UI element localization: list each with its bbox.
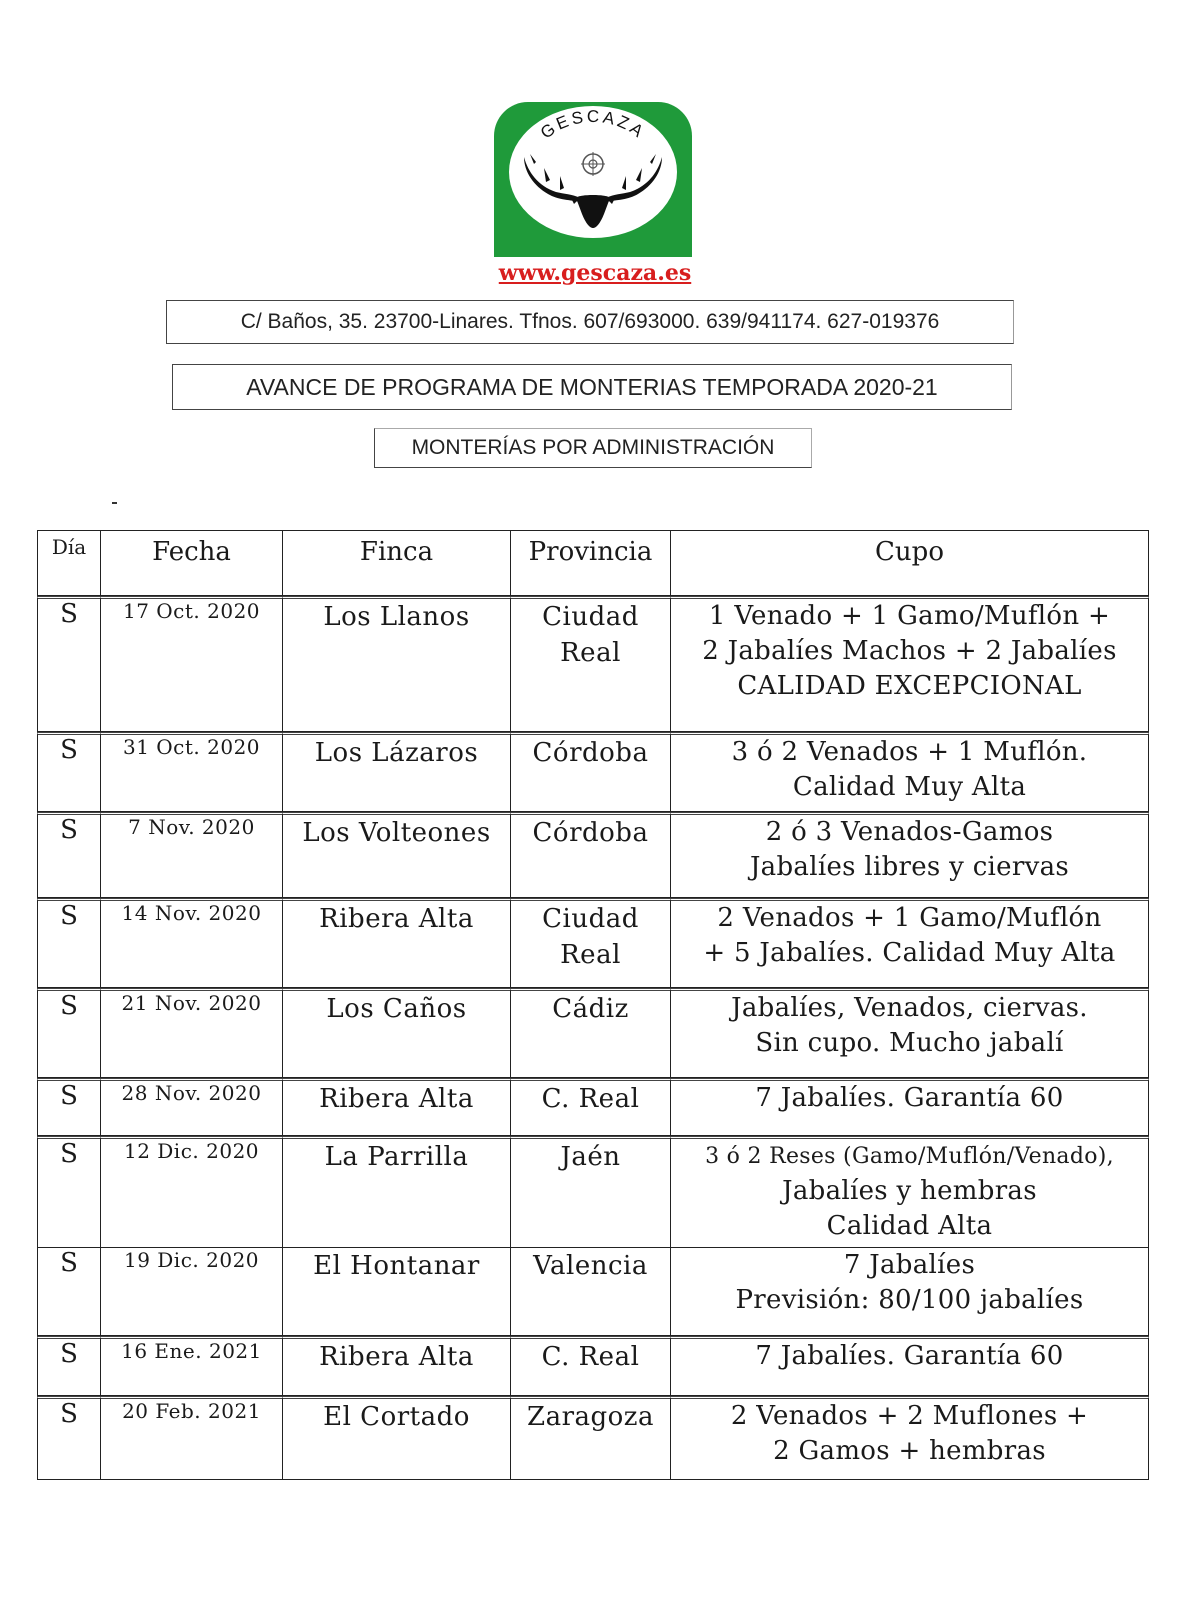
cell-provincia [511,1248,671,1336]
cell-finca: El Cortado [283,1396,511,1480]
cell-fecha: 7 Nov. 2020 [101,812,283,898]
table-row [37,898,1149,988]
cell-cupo [671,1336,1149,1396]
table-row [37,596,1149,732]
table-row [37,812,1149,898]
cell-provincia [511,898,671,988]
cell-cupo [671,1396,1149,1480]
column-header-finca: Finca [283,530,511,596]
stray-mark [112,502,117,504]
cell-provincia [511,1396,671,1480]
cupo-line: Previsión: 80/100 jabalíes [735,1285,1084,1315]
cell-finca: El Hontanar [283,1248,511,1336]
cell-provincia [511,988,671,1078]
cell-finca: Los Volteones [283,812,511,898]
cupo-line: Jabalíes y hembras [782,1176,1037,1206]
cupo-line: 2 Jabalíes Machos + 2 Jabalíes [702,636,1117,666]
cell-provincia [511,812,671,898]
cell-fecha: 16 Ene. 2021 [101,1336,283,1396]
cell-dia: S [37,1136,101,1248]
cupo-line: + 5 Jabalíes. Calidad Muy Alta [703,938,1116,968]
cupo-line: Jabalíes, Venados, ciervas. [731,993,1088,1023]
cell-provincia [511,1078,671,1136]
table-row [37,1336,1149,1396]
cell-cupo [671,898,1149,988]
cell-finca: Los Caños [283,988,511,1078]
cell-cupo [671,1078,1149,1136]
cell-finca: Ribera Alta [283,898,511,988]
cupo-line: Calidad Muy Alta [792,772,1027,802]
cell-cupo [671,1136,1149,1248]
cell-dia: S [37,1336,101,1396]
cupo-line: 2 Venados + 1 Gamo/Muflón [717,903,1102,933]
cell-fecha: 19 Dic. 2020 [101,1248,283,1336]
cell-provincia [511,596,671,732]
cell-fecha: 17 Oct. 2020 [101,596,283,732]
cell-dia: S [37,1396,101,1480]
cell-provincia [511,1336,671,1396]
cupo-line: Sin cupo. Mucho jabalí [755,1028,1064,1058]
cell-provincia [511,1136,671,1248]
cupo-line: 7 Jabalíes [843,1250,976,1280]
column-header-fecha: Fecha [101,530,283,596]
website-link[interactable]: www.gescaza.es [498,260,692,286]
cell-fecha: 14 Nov. 2020 [101,898,283,988]
cell-dia: S [37,596,101,732]
cell-cupo [671,812,1149,898]
provincia-line: Zaragoza [527,1402,654,1432]
table-header-row [37,530,1149,596]
cell-dia: S [37,898,101,988]
cupo-line: 2 Venados + 2 Muflones + [730,1401,1089,1431]
cell-cupo [671,1248,1149,1336]
cupo-line: 2 ó 3 Venados-Gamos [765,817,1054,847]
cupo-line: CALIDAD EXCEPCIONAL [737,671,1082,701]
cell-dia: S [37,812,101,898]
provincia-line: Ciudad [542,904,639,934]
column-header-cupo: Cupo [671,530,1149,596]
table-row [37,732,1149,812]
provincia-line: Córdoba [532,738,649,768]
cell-cupo [671,596,1149,732]
cell-fecha: 28 Nov. 2020 [101,1078,283,1136]
cell-provincia [511,732,671,812]
provincia-line: Ciudad [542,602,639,632]
section-subtitle: MONTERÍAS POR ADMINISTRACIÓN [374,428,812,468]
cell-dia: S [37,988,101,1078]
address-line: C/ Baños, 35. 23700-Linares. Tfnos. 607/693000. 639/941174. 627-019376 [166,300,1014,344]
provincia-line: Real [560,638,621,668]
provincia-line: C. Real [541,1342,640,1372]
cell-fecha: 12 Dic. 2020 [101,1136,283,1248]
cupo-line: 3 ó 2 Venados + 1 Muflón. [731,737,1088,767]
provincia-line: C. Real [541,1084,640,1114]
cell-finca: La Parrilla [283,1136,511,1248]
cupo-line: 7 Jabalíes. Garantía 60 [755,1341,1064,1371]
provincia-line: Cádiz [552,994,629,1024]
provincia-line: Córdoba [532,818,649,848]
schedule-table [37,530,1149,1480]
provincia-line: Valencia [533,1251,648,1281]
column-header-provincia: Provincia [511,530,671,596]
table-row [37,1136,1149,1248]
cupo-line: 7 Jabalíes. Garantía 60 [755,1083,1064,1113]
column-header-dia: Día [37,530,101,596]
cell-finca: Los Lázaros [283,732,511,812]
table-row [37,1078,1149,1136]
table-row [37,1248,1149,1336]
provincia-line: Real [560,940,621,970]
provincia-line: Jaén [560,1142,621,1172]
cell-dia: S [37,1078,101,1136]
cupo-line: 1 Venado + 1 Gamo/Muflón + [708,601,1111,631]
cell-finca: Ribera Alta [283,1078,511,1136]
cell-finca: Ribera Alta [283,1336,511,1396]
table-row [37,988,1149,1078]
cell-fecha: 31 Oct. 2020 [101,732,283,812]
cell-finca: Los Llanos [283,596,511,732]
gescaza-logo [494,102,692,257]
cupo-line: 2 Gamos + hembras [773,1436,1046,1466]
cell-fecha: 20 Feb. 2021 [101,1396,283,1480]
cupo-line: Calidad Alta [826,1211,993,1241]
table-row [37,1396,1149,1480]
cupo-line: Jabalíes libres y ciervas [749,852,1070,882]
logo-text: GESCAZA [537,106,650,143]
cell-dia: S [37,732,101,812]
cell-fecha: 21 Nov. 2020 [101,988,283,1078]
cell-dia: S [37,1248,101,1336]
cupo-line: 3 ó 2 Reses (Gamo/Muflón/Venado), [705,1144,1114,1169]
cell-cupo [671,988,1149,1078]
program-title: AVANCE DE PROGRAMA DE MONTERIAS TEMPORADA 2020-21 [172,364,1012,410]
cell-cupo [671,732,1149,812]
